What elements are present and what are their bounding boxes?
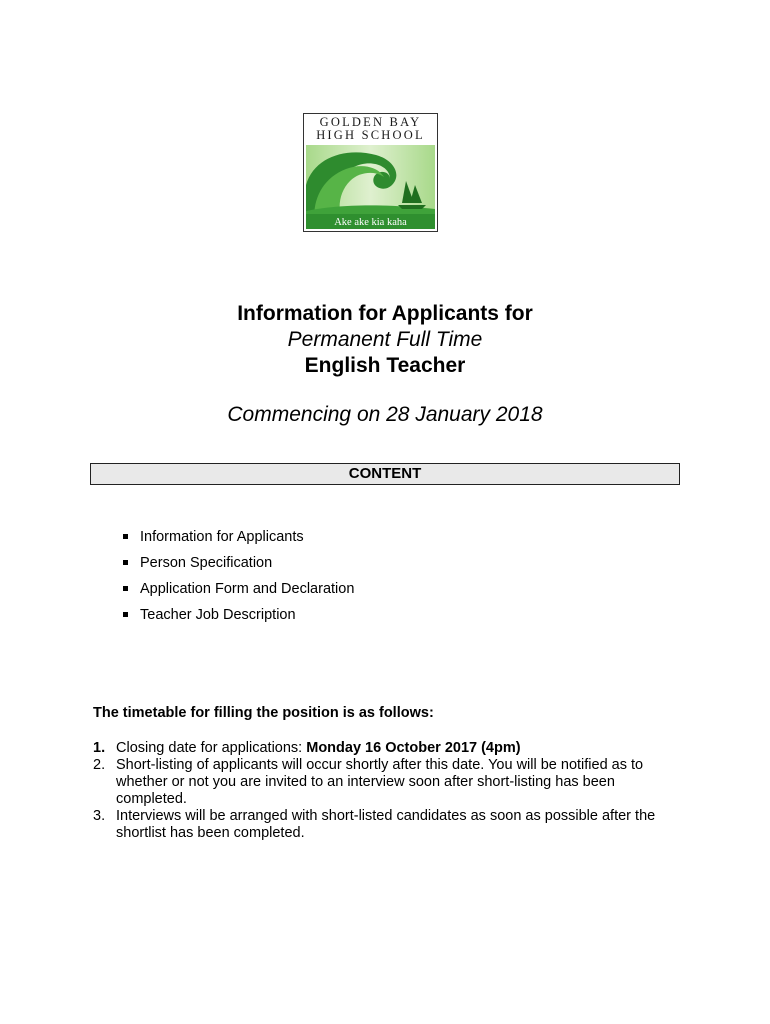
step-text: Closing date for applications:: [116, 740, 307, 756]
step-text: Interviews will be arranged with short-listed candidates as soon as possible after the shortlist has been completed.: [116, 808, 656, 841]
position-type: Permanent Full Time: [287, 328, 483, 351]
document-title: Information for Applicants for: [237, 302, 533, 325]
closing-date: Monday 16 October 2017 (4pm): [306, 740, 521, 756]
logo-school-name-line1: GOLDEN BAY: [319, 115, 422, 129]
start-date: Commencing on 28 January 2018: [227, 403, 543, 426]
step-number: 1.: [93, 740, 106, 756]
school-logo: [303, 113, 438, 232]
bullet-square-icon: [123, 560, 128, 565]
timetable-heading: The timetable for filling the position is as follows:: [93, 705, 434, 721]
content-list-item: Application Form and Declaration: [120, 579, 354, 605]
content-list-item: Teacher Job Description: [120, 605, 354, 631]
step-number: 2.: [93, 757, 106, 773]
content-list-item: Person Specification: [120, 553, 354, 579]
timetable-steps: [93, 740, 683, 842]
content-heading: CONTENT: [348, 465, 422, 482]
timetable-step: [93, 757, 683, 808]
timetable-step: [93, 740, 683, 757]
logo-wave-emblem: [306, 145, 435, 229]
content-list: [120, 527, 354, 631]
logo-motto: Ake ake kia kaha: [334, 217, 407, 228]
logo-school-name-line2: HIGH SCHOOL: [316, 128, 425, 142]
content-list-item: Information for Applicants: [120, 527, 354, 553]
bullet-square-icon: [123, 534, 128, 539]
bullet-square-icon: [123, 612, 128, 617]
step-text: Short-listing of applicants will occur shortly after this date. You will be notified as to whether or not you are invited to an interview soon after short-listing has been completed.: [116, 757, 644, 807]
position-title: English Teacher: [304, 354, 466, 377]
content-heading-box: [90, 463, 680, 485]
bullet-square-icon: [123, 586, 128, 591]
timetable-step: [93, 808, 683, 842]
step-number: 3.: [93, 808, 106, 824]
